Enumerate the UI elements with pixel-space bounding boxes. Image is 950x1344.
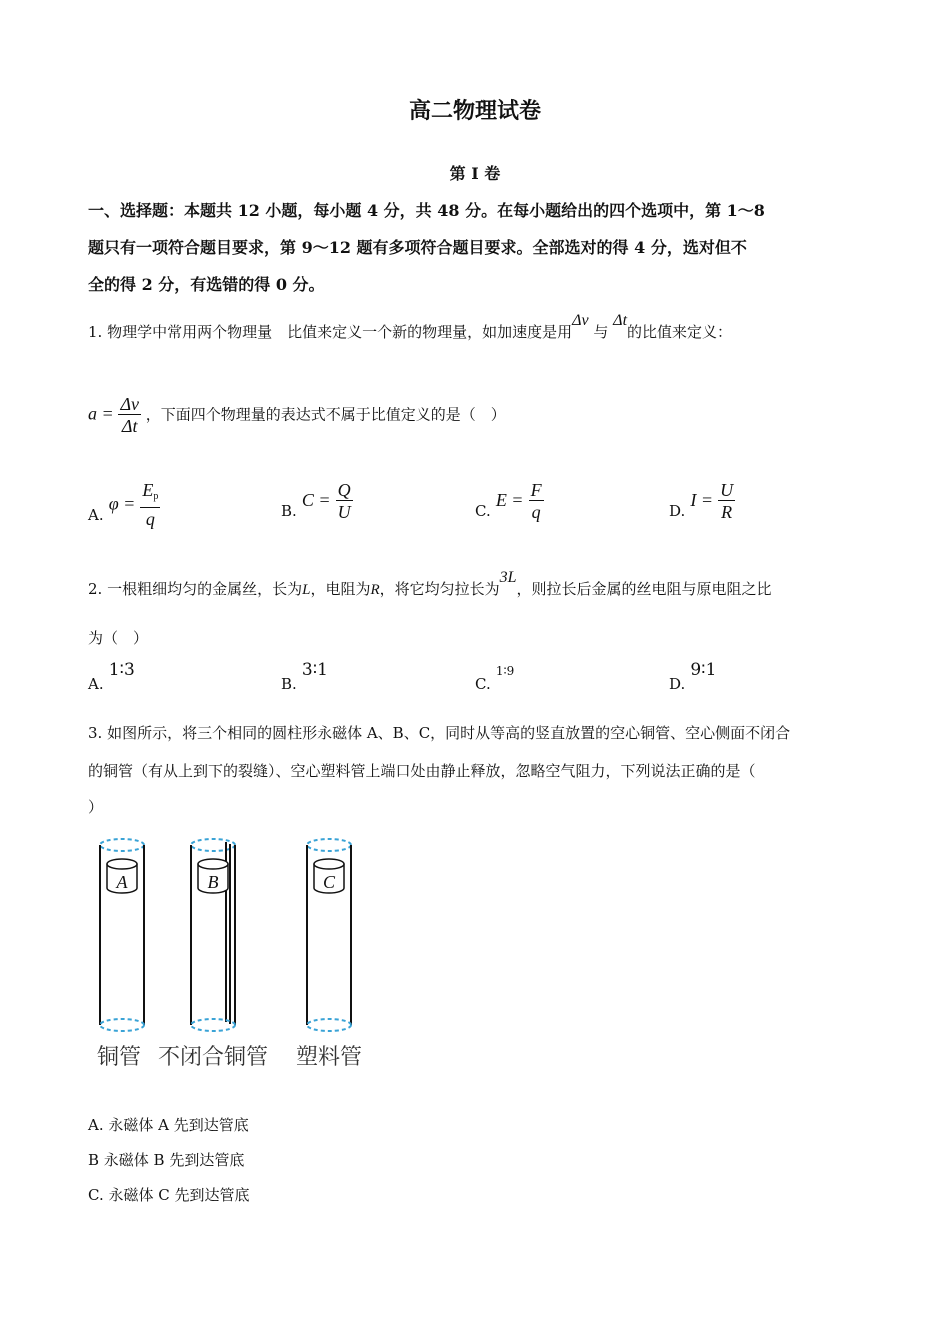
q1-option-b-label: B. (281, 502, 297, 520)
figure-label-slit-copper: 不闭合铜管 (158, 1045, 269, 1070)
q1-delta-v: Δv (572, 312, 589, 329)
q3-stem-line-1: 3. 如图所示，将三个相同的圆柱形永磁体 A、B、C，同时从等高的竖直放置的空心铜管、空心侧面不闭合 (88, 724, 791, 742)
q1-text-b: 的比值来定义： (627, 323, 733, 341)
q1-option-d-fraction (718, 480, 735, 523)
q1-option-b-den: U (337, 502, 351, 522)
figure-label-copper: 铜管 (97, 1045, 142, 1070)
q1-option-b-lhs: C = (301, 490, 331, 510)
q1-option-a-label: A. (88, 505, 104, 524)
q1-option-c-den: q (531, 502, 541, 522)
q1-option-a-num: E (142, 480, 154, 500)
q1-option-c-lhs: E = (495, 490, 524, 510)
q1-option-a-lhs: φ = (108, 493, 136, 514)
q3-stem-line-2: 的铜管（有从上到下的裂缝）、空心塑料管上端口处由静止释放，忽略空气阻力，下列说法正确的是（ (88, 762, 756, 780)
q1-def-denominator: Δt (121, 416, 138, 436)
magnet-c (314, 859, 344, 893)
q1-def-fraction (118, 394, 141, 437)
q2-text-d: ，则拉长后金属的丝电阻与原电阻之比 (516, 580, 772, 598)
volume-heading: 第 I 卷 (449, 164, 501, 183)
q2-stem-line-2: 为（ ） (88, 629, 149, 647)
q3-option-a[interactable]: A. 永磁体 A 先到达管底 (88, 1116, 249, 1134)
q1-definition (88, 394, 506, 437)
tube-copper-bottom-rim (100, 1019, 144, 1031)
q1-option-d-lhs: I = (690, 490, 713, 510)
q1-option-c[interactable] (475, 480, 544, 523)
q2-option-c[interactable] (475, 660, 515, 693)
section-instructions-line-2: 题只有一项符合题目要求，第 9～12 题有多项符合题目要求。全部选对的得 4 分，选对但不 (88, 238, 747, 257)
q3-stem-line-3: ） (88, 798, 104, 816)
figure-label-plastic: 塑料管 (296, 1045, 363, 1070)
q3-figure-tubes (88, 830, 388, 1075)
q2-option-d[interactable] (669, 660, 717, 693)
tube-slit-top-rim (191, 839, 235, 851)
q1-text-a: 1. 物理学中常用两个物理量 比值来定义一个新的物理量，如加速度是用 (88, 323, 573, 341)
q1-with: 与 (593, 323, 609, 341)
q2-option-c-label: C. (475, 675, 491, 693)
magnet-a (107, 859, 137, 893)
tube-slit-copper (191, 839, 235, 1031)
q1-stem-line-1 (88, 312, 733, 342)
q2-option-b[interactable] (281, 660, 328, 693)
q1-def-numerator: Δv (120, 394, 139, 414)
q1-option-d-label: D. (669, 502, 686, 520)
q1-delta-t: Δt (613, 312, 628, 329)
tube-copper (100, 839, 144, 1031)
magnet-a-label: A (116, 872, 128, 892)
q2-stem-line-1 (88, 569, 772, 599)
q2-option-d-label: D. (669, 675, 686, 693)
q2-option-d-value: 9∶1 (690, 660, 717, 680)
q1-option-b[interactable] (281, 480, 353, 523)
tube-plastic-bottom-rim (307, 1019, 351, 1031)
section-instructions-line-1: 一、选择题：本题共 12 小题，每小题 4 分，共 48 分。在每小题给出的四个选项中，第 1～8 (88, 201, 765, 220)
tube-plastic (307, 839, 351, 1031)
section-instructions-line-3: 全的得 2 分，有选错的得 0 分。 (88, 275, 325, 294)
q2-option-c-value: 1∶9 (495, 664, 515, 678)
q2-option-b-value: 3∶1 (301, 660, 328, 680)
q1-option-b-num: Q (337, 480, 351, 500)
q3-option-c[interactable]: C. 永磁体 C 先到达管底 (88, 1186, 250, 1204)
q2-R: R (370, 582, 380, 598)
q1-option-a-den: q (145, 509, 155, 529)
magnet-b-label: B (207, 872, 219, 892)
q1-option-d[interactable] (669, 480, 735, 523)
q1-option-a-fraction (140, 480, 160, 530)
q2-option-a-value: 1∶3 (108, 660, 135, 680)
tube-plastic-top-rim (307, 839, 351, 851)
q1-option-b-fraction (336, 480, 353, 523)
q1-option-c-label: C. (475, 502, 491, 520)
q2-text-a: 2. 一根粗细均匀的金属丝，长为 (88, 580, 303, 598)
q1-text-c: ，下面四个物理量的表达式不属于比值定义的是（ ） (145, 405, 506, 424)
q1-option-a-num-sub: p (153, 491, 159, 502)
q1-option-a[interactable] (88, 480, 160, 530)
q2-option-a-label: A. (88, 675, 104, 693)
magnet-c-label: C (322, 872, 336, 892)
q2-option-a[interactable] (88, 660, 135, 693)
q1-option-d-num: U (720, 480, 734, 500)
q1-def-lhs: a = (88, 403, 114, 424)
q2-text-b: ，电阻为 (310, 580, 371, 598)
q2-option-b-label: B. (281, 675, 297, 693)
magnet-b (198, 859, 228, 893)
q2-text-c: ，将它均匀拉长为 (379, 580, 500, 598)
page-title: 高二物理试卷 (408, 98, 541, 124)
tube-copper-top-rim (100, 839, 144, 851)
q1-option-c-num: F (530, 480, 542, 500)
q2-3L: 3L (499, 569, 517, 586)
q3-option-b[interactable]: B 永磁体 B 先到达管底 (88, 1151, 245, 1169)
tube-slit-bottom-rim (191, 1019, 235, 1031)
q1-option-c-fraction (529, 480, 544, 523)
q1-option-d-den: R (721, 502, 733, 522)
q2-L: L (302, 582, 311, 598)
